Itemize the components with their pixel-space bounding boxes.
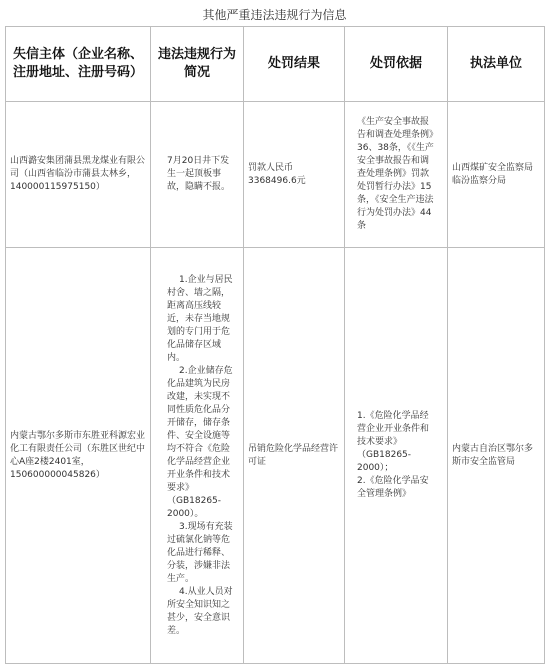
cell-unit: 内蒙古自治区鄂尔多斯市安全监管局	[448, 248, 545, 664]
basis-item: 1.《危险化学品经营企业开业条件和技术要求》（GB18265-2000）；	[357, 411, 430, 473]
page-title: 其他严重违法违规行为信息	[202, 8, 347, 22]
header-basis: 处罚依据	[345, 27, 448, 102]
cell-penalty: 吊销危险化学品经营许可证	[244, 248, 345, 664]
cell-basis: 《生产安全事故报告和调查处理条例》36、38条，《《生产安全事故报告和调查处理条例》罚款处罚暂行办法》15条，《安全生产违法行为处罚办法》44条	[345, 102, 448, 248]
cell-unit: 山西煤矿安全监察局临汾监察分局	[448, 102, 545, 248]
table-row	[6, 248, 545, 664]
cell-violation: 7月20日井下发生一起顶板事故，隐瞒不报。	[151, 102, 244, 248]
table-row	[6, 102, 545, 248]
table-header-row	[6, 27, 545, 102]
violation-item: 1.企业与居民村舍、墙之隔，距离高压线较近，未存当地规划的专门用于危化品储存区域内。	[167, 274, 233, 363]
cell-basis	[345, 248, 448, 664]
header-unit: 执法单位	[448, 27, 545, 102]
violation-item: 2.企业储存危化品建筑为民房改建，未实现不同性质危化品分开储存，储存条件、安全设施等均不符合《危险化学品经营企业开业条件和技术要求》（GB18265-2000）。	[167, 365, 233, 519]
cell-subject: 山西潞安集团蒲县黑龙煤业有限公司（山西省临汾市蒲县太林乡，140000115975150）	[6, 102, 151, 248]
basis-item: 2.《危险化学品安全管理条例》	[357, 476, 429, 499]
cell-subject: 内蒙古鄂尔多斯市东胜亚科源宏业化工有限责任公司（东胜区世纪中心A座2楼2401室，150600000045826）	[6, 248, 151, 664]
cell-penalty: 罚款人民币3368496.6元	[244, 102, 345, 248]
header-violation: 违法违规行为简况	[151, 27, 244, 102]
cell-violation	[151, 248, 244, 664]
header-subject: 失信主体（企业名称、注册地址、注册号码）	[6, 27, 151, 102]
header-penalty: 处罚结果	[244, 27, 345, 102]
violations-table	[5, 26, 545, 664]
violation-item: 4.从业人员对所安全知识知之甚少，安全意识差。	[167, 586, 233, 636]
violation-item: 3.现场有充装过硫氯化钠等危化品进行稀释、分装，涉嫌非法生产。	[167, 521, 233, 584]
